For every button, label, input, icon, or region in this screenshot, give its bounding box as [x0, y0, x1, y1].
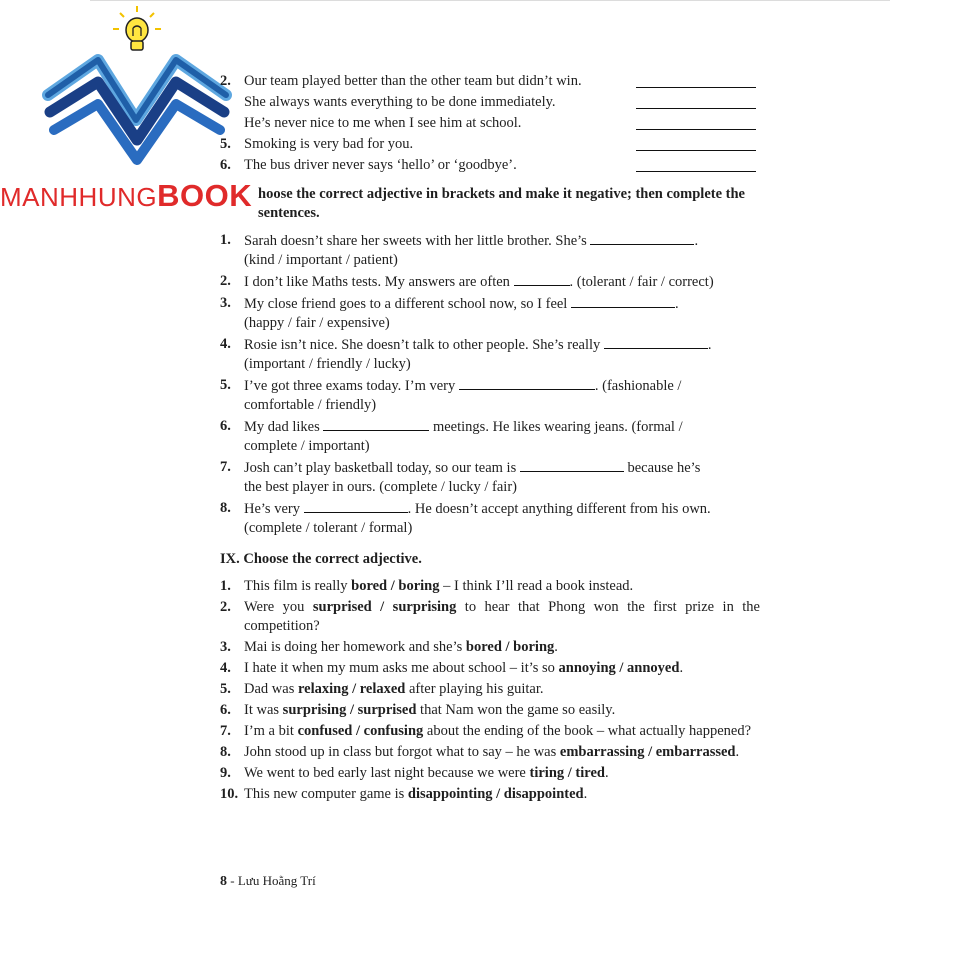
item-text: The bus driver never says ‘hello’ or ‘goodbye’.	[244, 157, 517, 173]
adjective-choice: disappointing / disappointed	[407, 786, 584, 802]
list-item	[220, 598, 760, 636]
answer-blank	[636, 128, 756, 130]
list-item	[220, 376, 760, 415]
adjective-choice: surprised / surprising	[312, 599, 457, 615]
item-post: .	[604, 765, 609, 781]
item-number: 2.	[220, 73, 231, 89]
list-item	[220, 680, 760, 699]
adjective-choice: relaxing / relaxed	[297, 681, 406, 697]
item-text-c: the best player in ours. (complete / lucky / fair)	[244, 479, 517, 495]
item-number: 8.	[220, 500, 231, 516]
answer-blank	[520, 458, 624, 472]
item-text	[244, 722, 760, 741]
item-text-b: . (tolerant / fair / correct)	[569, 274, 714, 290]
adjective-choice: confused / confusing	[297, 723, 424, 739]
item-post: after playing his guitar.	[405, 681, 544, 697]
answer-blank	[590, 231, 694, 245]
item-text-b: .	[707, 337, 712, 353]
item-text: He’s never nice to me when I see him at school.	[244, 115, 522, 131]
item-post: that Nam won the game so easily.	[416, 702, 616, 718]
item-number: 7.	[220, 723, 231, 739]
answer-blank	[636, 149, 756, 151]
answer-blank	[636, 86, 756, 88]
adjective-choice: embarrassing / embarrassed	[559, 744, 736, 760]
section-viii-list	[220, 231, 760, 538]
footer-author: Lưu Hoằng Trí	[237, 873, 316, 888]
list-item	[220, 112, 760, 133]
answer-blank	[323, 417, 429, 431]
item-text	[244, 764, 760, 783]
item-pre: It was	[244, 702, 283, 718]
list-item	[220, 70, 760, 91]
item-text-c: (complete / tolerant / formal)	[244, 520, 413, 536]
item-number: 3.	[220, 295, 231, 311]
lightbulb-icon	[113, 6, 161, 50]
item-text-a: Josh can’t play basketball today, so our team is	[244, 460, 517, 476]
item-text-b: .	[674, 296, 679, 312]
item-pre: John stood up in class but forgot what to say – he was	[244, 744, 560, 760]
list-item	[220, 701, 760, 720]
item-number: 1.	[220, 232, 231, 248]
item-post: .	[735, 744, 740, 760]
item-text-a: He’s very	[244, 501, 300, 517]
item-text: Smoking is very bad for you.	[244, 136, 414, 152]
item-number: 7.	[220, 459, 231, 475]
brand-watermark	[0, 178, 252, 214]
item-number: 6.	[220, 702, 231, 718]
item-number: 4.	[220, 336, 231, 352]
item-post: .	[583, 786, 588, 802]
item-text	[244, 638, 760, 657]
item-pre: This film is really	[244, 578, 352, 594]
item-pre: Were you	[244, 599, 313, 615]
item-number: 6.	[220, 418, 231, 434]
item-text-c: (kind / important / patient)	[244, 252, 398, 268]
item-post: about the ending of the book – what actually happened?	[423, 723, 752, 739]
item-number: 10.	[220, 786, 239, 802]
item-number: 1.	[220, 578, 231, 594]
item-text-a: Sarah doesn’t share her sweets with her little brother. She’s	[244, 233, 587, 249]
item-number: 2.	[220, 599, 231, 615]
answer-blank	[636, 107, 756, 109]
item-pre: Dad was	[244, 681, 298, 697]
item-pre: Mai is doing her homework and she’s	[244, 639, 466, 655]
item-text	[244, 376, 760, 415]
item-text-c: comfortable / friendly)	[244, 397, 377, 413]
list-item	[220, 785, 760, 804]
item-text-b: . He doesn’t accept anything different from his own.	[407, 501, 711, 517]
item-number: 5.	[220, 681, 231, 697]
item-number: 2.	[220, 273, 231, 289]
brand-book: BOOK	[157, 178, 253, 213]
list-item	[220, 335, 760, 374]
list-item	[220, 91, 760, 112]
list-item	[220, 743, 760, 762]
item-text	[244, 680, 760, 699]
item-number: 3.	[220, 639, 231, 655]
item-text	[244, 577, 760, 596]
item-text	[244, 417, 760, 456]
item-number: 5.	[220, 377, 231, 393]
list-item	[220, 417, 760, 456]
item-text	[244, 701, 760, 720]
item-number: 4.	[220, 660, 231, 676]
item-text	[244, 743, 760, 762]
item-text	[244, 458, 760, 497]
item-text	[244, 598, 760, 636]
item-text: She always wants everything to be done immediately.	[244, 94, 556, 110]
item-text-b: because he’s	[627, 460, 701, 476]
item-number: 9.	[220, 765, 231, 781]
item-text	[244, 335, 760, 374]
page-footer	[220, 873, 316, 890]
item-post: to hear that Phong won the first prize in the competition?	[244, 599, 760, 634]
item-text	[244, 272, 760, 292]
adjective-choice: surprising / surprised	[282, 702, 417, 718]
item-text-a: I don’t like Maths tests. My answers are often	[244, 274, 510, 290]
section-ix-roman: IX.	[220, 551, 240, 567]
section-ix-title: Choose the correct adjective.	[243, 551, 422, 567]
page-number: 8	[220, 874, 227, 889]
section-viii-title: hoose the correct adjective in brackets and make it negative; then complete the sentences.	[258, 186, 745, 221]
item-text-a: My close friend goes to a different school now, so I feel	[244, 296, 568, 312]
item-post: .	[554, 639, 558, 655]
item-text	[244, 659, 760, 678]
item-text-a: Rosie isn’t nice. She doesn’t talk to other people. She’s really	[244, 337, 601, 353]
item-text-a: My dad likes	[244, 419, 320, 435]
answer-blank	[604, 335, 708, 349]
item-post: – I think I’ll read a book instead.	[439, 578, 634, 594]
worksheet-content	[220, 70, 760, 806]
answer-blank	[571, 294, 675, 308]
list-item	[220, 231, 760, 270]
answer-blank	[636, 170, 756, 172]
section-ix-heading	[220, 550, 760, 569]
list-item	[220, 764, 760, 783]
item-text-c: (important / friendly / lucky)	[244, 356, 411, 372]
list-item	[220, 294, 760, 333]
item-pre: This new computer game is	[244, 786, 408, 802]
item-pre: I’m a bit	[244, 723, 298, 739]
answer-blank	[514, 272, 570, 286]
item-text	[244, 785, 760, 804]
item-pre: I hate it when my mum asks me about school – it’s so	[244, 660, 559, 676]
answer-blank	[459, 376, 595, 390]
list-item	[220, 133, 760, 154]
item-text-b: .	[694, 233, 699, 249]
item-text-b: meetings. He likes wearing jeans. (formal /	[432, 419, 683, 435]
brand-name: MANHHUNG	[0, 182, 158, 212]
list-item	[220, 659, 760, 678]
top-list	[220, 70, 760, 175]
item-text-c: (happy / fair / expensive)	[244, 315, 390, 331]
list-item	[220, 272, 760, 292]
answer-blank	[304, 499, 408, 513]
item-post: .	[679, 660, 684, 676]
item-text: Our team played better than the other team but didn’t win.	[244, 73, 582, 89]
item-text-c: complete / important)	[244, 438, 370, 454]
section-viii-heading	[220, 185, 760, 223]
adjective-choice: annoying / annoyed	[558, 660, 680, 676]
list-item	[220, 458, 760, 497]
item-number: 5.	[220, 136, 231, 152]
item-text-a: I’ve got three exams today. I’m very	[244, 378, 456, 394]
section-ix-list	[220, 577, 760, 804]
item-number: 6.	[220, 157, 231, 173]
list-item	[220, 154, 760, 175]
list-item	[220, 722, 760, 741]
item-text	[244, 294, 760, 333]
adjective-choice: bored / boring	[465, 639, 555, 655]
adjective-choice: bored / boring	[351, 578, 440, 594]
list-item	[220, 577, 760, 596]
item-text	[244, 231, 760, 270]
item-pre: We went to bed early last night because we were	[244, 765, 530, 781]
list-item	[220, 638, 760, 657]
adjective-choice: tiring / tired	[529, 765, 605, 781]
list-item	[220, 499, 760, 538]
item-number: 8.	[220, 744, 231, 760]
item-text	[244, 499, 760, 538]
footer-separator: -	[230, 873, 235, 888]
item-text-b: . (fashionable /	[594, 378, 682, 394]
